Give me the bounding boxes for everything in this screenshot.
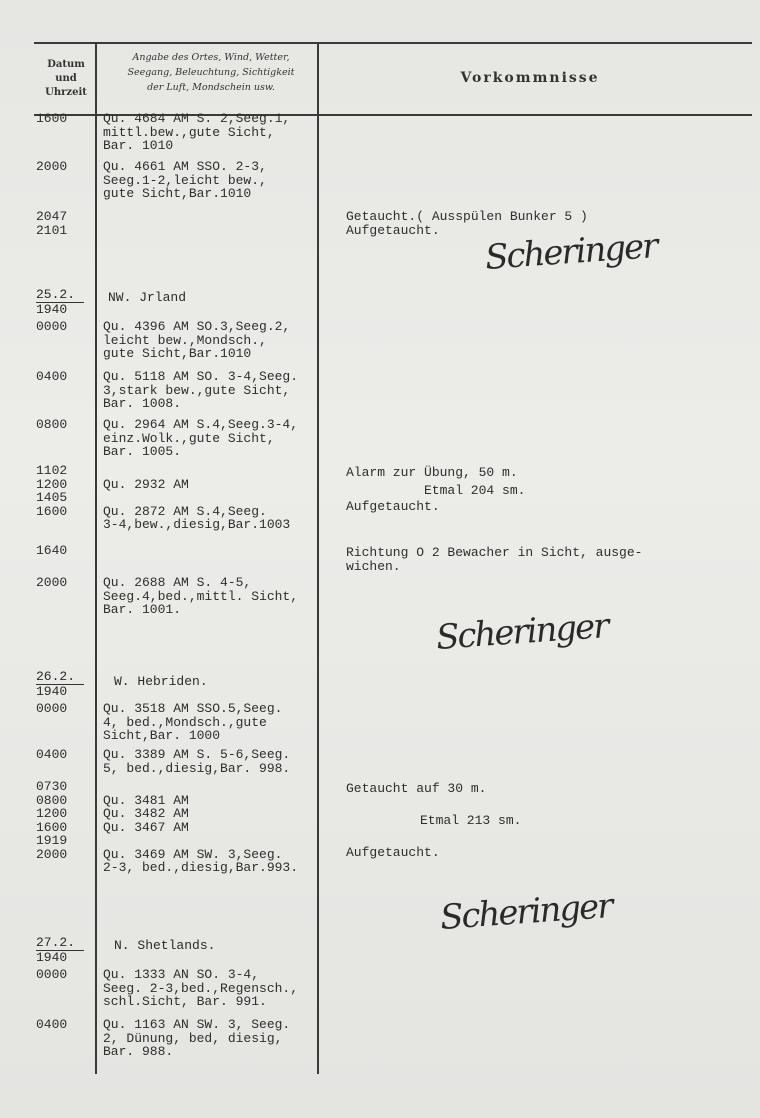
entry-time: 0800 bbox=[36, 417, 68, 432]
entry-position: Qu. 4396 AM SO.3,Seeg.2, leicht bew.,Mondsch., gute Sicht,Bar.1010 bbox=[103, 319, 291, 361]
entry-event: Etmal 204 sm. bbox=[424, 483, 526, 498]
entry-position: Qu. 2964 AM S.4,Seeg.3-4, einz.Wolk.,gute Sicht, Bar. 1005. bbox=[103, 417, 299, 459]
entry-position: Qu. 3481 AM Qu. 3482 AM Qu. 3467 AM Qu. 3469 AM SW. 3,Seeg. 2-3, bed.,diesig,Bar.993. bbox=[103, 792, 299, 875]
entry-time: 2047 2101 bbox=[36, 209, 68, 238]
header-events-column: Vorkommnisse bbox=[460, 70, 600, 86]
entry-position: Qu. 2688 AM S. 4-5, Seeg.4,bed.,mittl. Sicht, Bar. 1001. bbox=[103, 575, 299, 617]
entry-time: 0000 bbox=[36, 701, 68, 716]
header-date-column: Datum und Uhrzeit bbox=[45, 59, 87, 98]
date-heading: 26.2. 1940 bbox=[36, 670, 84, 699]
entry-time: 1640 bbox=[36, 543, 68, 558]
entry-event: Alarm zur Übung, 50 m. bbox=[346, 465, 518, 480]
signature-2: Scheringer bbox=[434, 606, 609, 658]
entry-position: Qu. 3518 AM SSO.5,Seeg. 4, bed.,Mondsch.,gute Sicht,Bar. 1000 bbox=[103, 701, 283, 743]
region-label: N. Shetlands. bbox=[114, 938, 216, 953]
entry-position: Qu. 5118 AM SO. 3-4,Seeg. 3,stark bew.,gute Sicht, Bar. 1008. bbox=[103, 369, 299, 411]
entry-position: Qu. 1163 AN SW. 3, Seeg. 2, Dünung, bed, diesig, Bar. 988. bbox=[103, 1017, 291, 1059]
entry-time: 0000 bbox=[36, 967, 68, 982]
region-label: NW. Jrland bbox=[108, 290, 187, 305]
header-place-column: Angabe des Ortes, Wind, Wetter, Seegang, Beleuchtung, Sichtigkeit der Luft, Mondschein usw. bbox=[127, 52, 295, 93]
entry-position: Qu. 4684 AM S. 2,Seeg.1, mittl.bew.,gute Sicht, Bar. 1010 bbox=[103, 111, 291, 153]
entry-event: Getaucht.( Ausspülen Bunker 5 ) Aufgetaucht. bbox=[346, 209, 588, 238]
entry-time: 2000 bbox=[36, 159, 68, 174]
entry-event: Getaucht auf 30 m. bbox=[346, 781, 487, 796]
date-heading: 25.2. 1940 bbox=[36, 288, 84, 317]
entry-event: Richtung O 2 Bewacher in Sicht, ausge- wichen. bbox=[346, 545, 643, 574]
entry-event: Aufgetaucht. bbox=[346, 845, 440, 860]
top-rule bbox=[34, 42, 752, 44]
entry-position: Qu. 3389 AM S. 5-6,Seeg. 5, bed.,diesig,Bar. 998. bbox=[103, 747, 291, 776]
column-divider-1 bbox=[95, 44, 97, 1074]
entry-position: Qu. 2932 AM Qu. 2872 AM S.4,Seeg. 3-4,bew.,diesig,Bar.1003 bbox=[103, 476, 291, 532]
entry-event: Aufgetaucht. bbox=[346, 499, 440, 514]
entry-time: 2000 bbox=[36, 575, 68, 590]
signature-1: Scheringer bbox=[483, 226, 658, 278]
date-heading: 27.2. 1940 bbox=[36, 936, 84, 965]
entry-time: 0400 bbox=[36, 369, 68, 384]
entry-time: 1600 bbox=[36, 111, 68, 126]
entry-position: Qu. 4661 AM SSO. 2-3, Seeg.1-2,leicht bew., gute Sicht,Bar.1010 bbox=[103, 159, 267, 201]
entry-time: 0400 bbox=[36, 747, 68, 762]
region-label: W. Hebriden. bbox=[114, 674, 208, 689]
column-divider-2 bbox=[317, 44, 319, 1074]
entry-time: 1102 1200 1405 1600 bbox=[36, 463, 68, 519]
entry-time: 0400 bbox=[36, 1017, 68, 1032]
entry-time: 0730 0800 1200 1600 1919 2000 bbox=[36, 779, 68, 862]
signature-3: Scheringer bbox=[438, 886, 613, 938]
entry-time: 0000 bbox=[36, 319, 68, 334]
entry-event: Etmal 213 sm. bbox=[420, 813, 522, 828]
entry-position: Qu. 1333 AN SO. 3-4, Seeg. 2-3,bed.,Regensch., schl.Sicht, Bar. 991. bbox=[103, 967, 299, 1009]
